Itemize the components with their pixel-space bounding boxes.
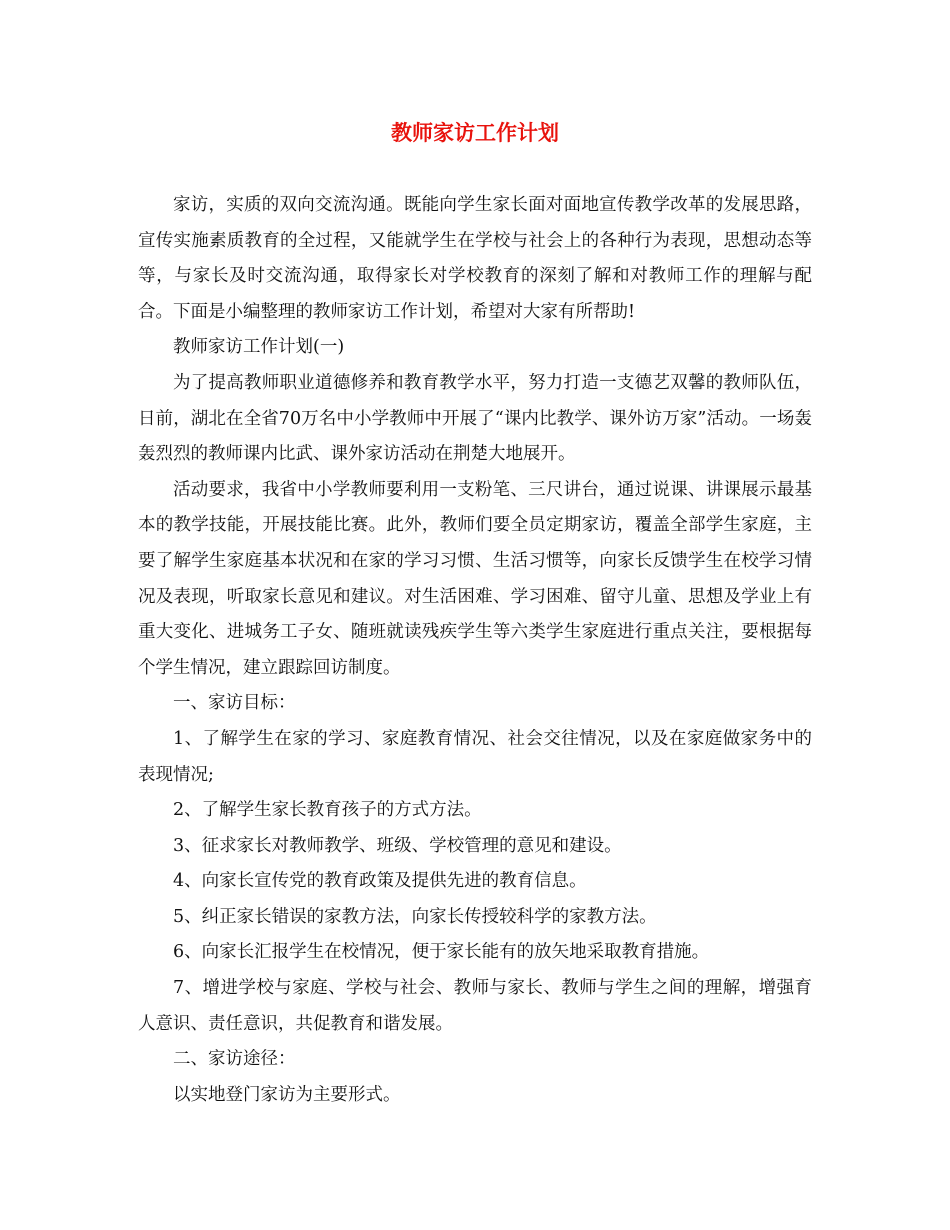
- goal-item-7: 7、增进学校与家庭、学校与社会、教师与家长、教师与学生之间的理解，增强育人意识、责任意识，共促教育和谐发展。: [138, 978, 812, 1034]
- goal-item-5: 5、纠正家长错误的家教方法，向家长传授较科学的家教方法。: [173, 906, 657, 927]
- goal-item-3: 3、征求家长对教师教学、班级、学校管理的意见和建设。: [173, 835, 622, 856]
- section-heading-goals: 一、家访目标：: [173, 693, 296, 714]
- goal-item-6: 6、向家长汇报学生在校情况，便于家长能有的放矢地采取教育措施。: [173, 942, 710, 963]
- document-title: 教师家访工作计划: [391, 120, 559, 145]
- paragraph-intro: 家访，实质的双向交流沟通。既能向学生家长面对面地宣传教学改革的发展思路，宣传实施素质教育的全过程，又能就学生在学校与社会上的各种行为表现，思想动态等等，与家长及时交流沟通，取得家长对学校教育的深刻了解和对教师工作的理解与配合。下面是小编整理的教师家访工作计划，希望对大家有所帮助!: [138, 195, 812, 322]
- section-heading-plan-one: 教师家访工作计划(一): [173, 337, 345, 358]
- goal-item-1: 1、了解学生在家的学习、家庭教育情况、社会交往情况，以及在家庭做家务中的表现情况;: [138, 728, 812, 785]
- paragraph-methods: 以实地登门家访为主要形式。: [173, 1084, 401, 1105]
- paragraph-background: 为了提高教师职业道德修养和教育教学水平，努力打造一支德艺双馨的教师队伍，日前，湖北在全省70万名中小学教师中开展了“课内比教学、课外访万家”活动。一场轰轰烈烈的教师课内比武、课外家访活动在荆楚大地展开。: [138, 372, 812, 465]
- goal-item-2: 2、了解学生家长教育孩子的方式方法。: [173, 800, 482, 821]
- document-body: [138, 188, 812, 1113]
- section-heading-methods: 二、家访途径：: [173, 1049, 296, 1070]
- paragraph-requirements: 活动要求，我省中小学教师要利用一支粉笔、三尺讲台，通过说课、讲课展示最基本的教学技能，开展技能比赛。此外，教师们要全员定期家访，覆盖全部学生家庭，主要了解学生家庭基本状况和在家的学习习惯、生活习惯等，向家长反馈学生在校学习情况及表现，听取家长意见和建议。对生活困难、学习困难、留守儿童、思想及学业上有重大变化、进城务工子女、随班就读残疾学生等六类学生家庭进行重点关注，要根据每个学生情况，建立跟踪回访制度。: [138, 479, 812, 678]
- goal-item-4: 4、向家长宣传党的教育政策及提供先进的教育信息。: [173, 871, 587, 892]
